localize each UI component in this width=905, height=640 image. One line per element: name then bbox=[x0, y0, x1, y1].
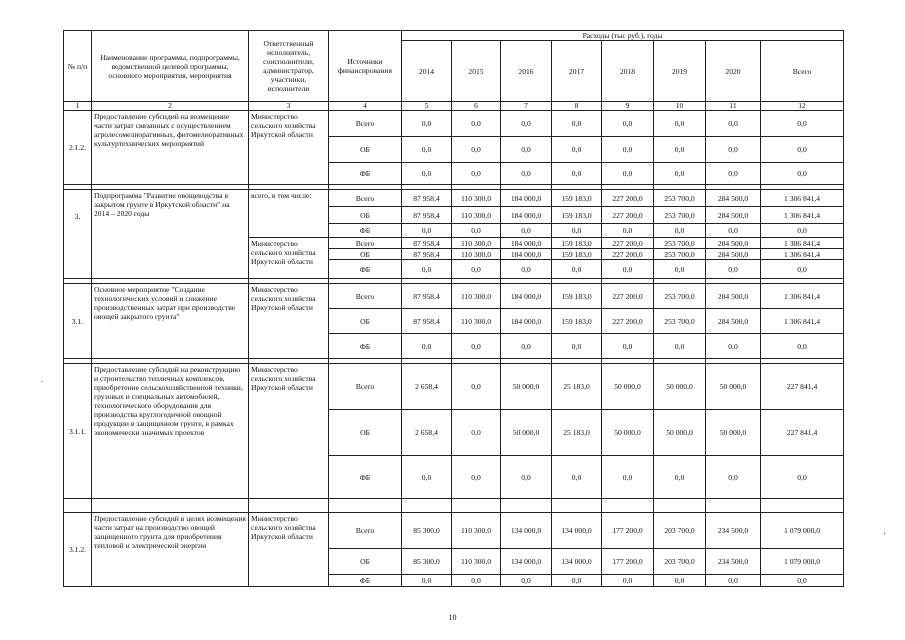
row-total: 1 306 841,4 bbox=[761, 238, 844, 249]
row-value: 85 300,0 bbox=[402, 513, 452, 549]
row-value: 0,0 bbox=[402, 575, 452, 587]
row-value: 0,0 bbox=[552, 224, 602, 238]
row-value: 159 183,0 bbox=[552, 238, 602, 249]
row-source: Всего bbox=[329, 364, 402, 410]
row-total: 1 306 841,4 bbox=[761, 309, 844, 334]
row-value: 0,0 bbox=[654, 111, 706, 137]
header-year: 2016 bbox=[501, 41, 552, 102]
row-number: 3. bbox=[64, 190, 92, 279]
row-value: 2 658,4 bbox=[402, 364, 452, 410]
row-value: 0,0 bbox=[654, 137, 706, 163]
row-value: 253 700,0 bbox=[654, 249, 706, 260]
row-value: 0,0 bbox=[706, 137, 761, 163]
row-value: 0,0 bbox=[654, 334, 706, 359]
row-value: 0,0 bbox=[402, 334, 452, 359]
row-value: 184 000,0 bbox=[501, 249, 552, 260]
row-total: 0,0 bbox=[761, 111, 844, 137]
row-value: 87 958,4 bbox=[402, 190, 452, 207]
row-value: 0,0 bbox=[654, 224, 706, 238]
row-source: Всего bbox=[329, 284, 402, 309]
column-index: 1 bbox=[64, 102, 92, 111]
row-value: 0,0 bbox=[552, 111, 602, 137]
row-number: 2.1.2. bbox=[64, 111, 92, 185]
row-responsible: Министерство сельского хозяйства Иркутской области bbox=[249, 364, 329, 499]
row-source: Всего bbox=[329, 111, 402, 137]
row-value: 87 958,4 bbox=[402, 284, 452, 309]
row-value: 177 200,0 bbox=[602, 549, 654, 575]
row-responsible: Министерство сельского хозяйства Иркутской области bbox=[249, 284, 329, 359]
row-value: 184 000,0 bbox=[501, 284, 552, 309]
row-value: 134 000,0 bbox=[501, 549, 552, 575]
column-index-row bbox=[64, 102, 844, 111]
row-value: 0,0 bbox=[501, 224, 552, 238]
row-value: 184 000,0 bbox=[501, 190, 552, 207]
row-number: 3.1.1. bbox=[64, 364, 92, 499]
scan-speck: ' bbox=[884, 531, 886, 540]
row-number: 3.1.2. bbox=[64, 513, 92, 587]
row-value: 87 958,4 bbox=[402, 309, 452, 334]
row-value: 110 300,0 bbox=[452, 207, 501, 224]
header-expenses: Расходы (тыс руб.), годы bbox=[402, 31, 844, 41]
table-row bbox=[64, 111, 844, 137]
row-responsible: Министерство сельского хозяйства Иркутской области bbox=[249, 513, 329, 587]
row-value: 253 700,0 bbox=[654, 207, 706, 224]
row-value: 87 958,4 bbox=[402, 207, 452, 224]
row-value: 0,0 bbox=[452, 364, 501, 410]
row-value: 50 000,0 bbox=[602, 410, 654, 456]
row-value: 253 700,0 bbox=[654, 309, 706, 334]
row-value: 159 183,0 bbox=[552, 284, 602, 309]
row-total: 1 306 841,4 bbox=[761, 249, 844, 260]
row-value: 0,0 bbox=[501, 334, 552, 359]
header-responsible: Ответственный исполнитель, соисполнители, администратор, участники, исполнители bbox=[249, 31, 329, 102]
row-value: 50 000,0 bbox=[654, 410, 706, 456]
row-total: 1 306 841,4 bbox=[761, 190, 844, 207]
row-value: 110 300,0 bbox=[452, 238, 501, 249]
row-value: 0,0 bbox=[654, 456, 706, 499]
row-value: 0,0 bbox=[452, 575, 501, 587]
row-value: 110 300,0 bbox=[452, 309, 501, 334]
budget-table-sheet bbox=[63, 30, 843, 587]
row-name: Основное мероприятие "Создание технологических условий и снижение производственных затрат при производстве овощей закрытого грунта" bbox=[92, 284, 249, 359]
column-index: 11 bbox=[706, 102, 761, 111]
row-source: ОБ bbox=[329, 249, 402, 260]
row-source: ФБ bbox=[329, 575, 402, 587]
row-source: ОБ bbox=[329, 137, 402, 163]
header-num: № п/п bbox=[64, 31, 92, 102]
row-value: 134 000,0 bbox=[552, 549, 602, 575]
row-value: 0,0 bbox=[602, 224, 654, 238]
row-value: 0,0 bbox=[402, 456, 452, 499]
row-responsible: всего, в том числе: bbox=[249, 190, 329, 238]
row-value: 0,0 bbox=[452, 260, 501, 279]
row-value: 87 958,4 bbox=[402, 238, 452, 249]
row-value: 253 700,0 bbox=[654, 190, 706, 207]
row-value: 50 000,0 bbox=[706, 410, 761, 456]
table-row bbox=[64, 364, 844, 410]
column-index: 5 bbox=[402, 102, 452, 111]
row-value: 0,0 bbox=[552, 260, 602, 279]
row-value: 227 200,0 bbox=[602, 238, 654, 249]
row-total: 1 079 000,0 bbox=[761, 513, 844, 549]
header-year: 2015 bbox=[452, 41, 501, 102]
row-source: ФБ bbox=[329, 456, 402, 499]
row-value: 0,0 bbox=[452, 137, 501, 163]
row-value: 0,0 bbox=[706, 224, 761, 238]
column-index: 2 bbox=[92, 102, 249, 111]
row-value: 0,0 bbox=[402, 111, 452, 137]
column-index: 6 bbox=[452, 102, 501, 111]
header-source: Источники финансирования bbox=[329, 31, 402, 102]
row-value: 50 000,0 bbox=[501, 410, 552, 456]
row-value: 0,0 bbox=[501, 260, 552, 279]
row-value: 203 700,0 bbox=[654, 549, 706, 575]
table-row bbox=[64, 513, 844, 549]
row-value: 0,0 bbox=[654, 163, 706, 185]
row-value: 0,0 bbox=[501, 575, 552, 587]
row-value: 227 200,0 bbox=[602, 284, 654, 309]
spacer-row bbox=[64, 499, 844, 513]
row-value: 0,0 bbox=[706, 334, 761, 359]
row-value: 0,0 bbox=[402, 260, 452, 279]
row-value: 50 000,0 bbox=[654, 364, 706, 410]
header-year: 2019 bbox=[654, 41, 706, 102]
row-value: 227 200,0 bbox=[602, 309, 654, 334]
row-value: 0,0 bbox=[452, 111, 501, 137]
row-total: 0,0 bbox=[761, 456, 844, 499]
row-source: ОБ bbox=[329, 410, 402, 456]
row-total: 0,0 bbox=[761, 334, 844, 359]
row-value: 284 500,0 bbox=[706, 309, 761, 334]
row-source: ФБ bbox=[329, 163, 402, 185]
row-source: ФБ bbox=[329, 260, 402, 279]
column-index: 8 bbox=[552, 102, 602, 111]
row-value: 0,0 bbox=[452, 410, 501, 456]
table-body bbox=[64, 102, 844, 587]
row-value: 2 658,4 bbox=[402, 410, 452, 456]
row-value: 25 183,0 bbox=[552, 364, 602, 410]
row-total: 0,0 bbox=[761, 163, 844, 185]
column-index: 12 bbox=[761, 102, 844, 111]
row-value: 0,0 bbox=[501, 137, 552, 163]
row-total: 0,0 bbox=[761, 224, 844, 238]
row-name: Предоставление субсидий на реконструкцию и строительство тепличных комплексов, приобретение сельскохозяйственной техники, грузовых и специальных автомобилей, технологического оборудования для производства круглогодичной овощной продукции в защищенном грунте, в рамках экономически значимых проектов bbox=[92, 364, 249, 499]
row-responsible: Министерство сельского хозяйства Иркутской области bbox=[249, 238, 329, 279]
row-value: 234 500,0 bbox=[706, 513, 761, 549]
row-value: 284 500,0 bbox=[706, 238, 761, 249]
row-value: 0,0 bbox=[706, 163, 761, 185]
row-value: 253 700,0 bbox=[654, 238, 706, 249]
header-year: 2018 bbox=[602, 41, 654, 102]
row-value: 177 200,0 bbox=[602, 513, 654, 549]
row-value: 0,0 bbox=[602, 456, 654, 499]
row-value: 253 700,0 bbox=[654, 284, 706, 309]
row-responsible: Министерство сельского хозяйства Иркутской области bbox=[249, 111, 329, 185]
row-value: 85 300,0 bbox=[402, 549, 452, 575]
row-total: 0,0 bbox=[761, 260, 844, 279]
row-value: 0,0 bbox=[501, 111, 552, 137]
row-value: 0,0 bbox=[602, 137, 654, 163]
row-value: 227 200,0 bbox=[602, 249, 654, 260]
row-value: 284 500,0 bbox=[706, 190, 761, 207]
row-value: 284 500,0 bbox=[706, 249, 761, 260]
row-value: 0,0 bbox=[602, 163, 654, 185]
row-total: 227 841,4 bbox=[761, 410, 844, 456]
row-value: 284 500,0 bbox=[706, 207, 761, 224]
row-total: 0,0 bbox=[761, 137, 844, 163]
row-value: 0,0 bbox=[552, 456, 602, 499]
row-value: 159 183,0 bbox=[552, 190, 602, 207]
row-value: 50 000,0 bbox=[706, 364, 761, 410]
row-value: 0,0 bbox=[602, 575, 654, 587]
row-value: 110 300,0 bbox=[452, 513, 501, 549]
row-value: 0,0 bbox=[706, 575, 761, 587]
row-value: 0,0 bbox=[452, 334, 501, 359]
row-value: 0,0 bbox=[402, 163, 452, 185]
column-index: 9 bbox=[602, 102, 654, 111]
row-total: 1 306 841,4 bbox=[761, 284, 844, 309]
row-value: 184 000,0 bbox=[501, 207, 552, 224]
column-index: 10 bbox=[654, 102, 706, 111]
page-number: 10 bbox=[448, 613, 457, 622]
row-value: 134 000,0 bbox=[501, 513, 552, 549]
row-value: 0,0 bbox=[501, 163, 552, 185]
row-value: 25 183,0 bbox=[552, 410, 602, 456]
header-year: 2017 bbox=[552, 41, 602, 102]
table-row bbox=[64, 284, 844, 309]
row-value: 0,0 bbox=[654, 260, 706, 279]
row-source: Всего bbox=[329, 238, 402, 249]
row-name: Предоставление субсидий на возмещение части затрат связанных с осуществлением агролесомелиоративных, фитомелиоративных культуртехнических мероприятий bbox=[92, 111, 249, 185]
row-value: 0,0 bbox=[654, 575, 706, 587]
row-value: 87 958,4 bbox=[402, 249, 452, 260]
row-source: ОБ bbox=[329, 309, 402, 334]
row-name: Предоставление субсидий в целях возмещения части затрат на производство овощей защищенного грунта для приобретения тепловой и электрической энергии bbox=[92, 513, 249, 587]
row-value: 227 200,0 bbox=[602, 207, 654, 224]
header-year: 2014 bbox=[402, 41, 452, 102]
header-name: Наименование программы, подпрограммы, ведомственной целевой программы, основного мероприятия, мероприятия bbox=[92, 31, 249, 102]
scan-speck: . bbox=[41, 375, 43, 384]
header-total: Всего bbox=[761, 41, 844, 102]
row-number: 3.1. bbox=[64, 284, 92, 359]
row-value: 110 300,0 bbox=[452, 549, 501, 575]
column-index: 4 bbox=[329, 102, 402, 111]
row-value: 234 500,0 bbox=[706, 549, 761, 575]
row-value: 50 000,0 bbox=[602, 364, 654, 410]
row-value: 110 300,0 bbox=[452, 190, 501, 207]
column-index: 7 bbox=[501, 102, 552, 111]
row-name: Подпрограмма "Развитие овощеводства в закрытом грунте в Иркутской области" на 2014 – 2020 годы bbox=[92, 190, 249, 279]
row-value: 0,0 bbox=[452, 224, 501, 238]
row-value: 0,0 bbox=[552, 163, 602, 185]
row-value: 159 183,0 bbox=[552, 207, 602, 224]
row-value: 0,0 bbox=[706, 456, 761, 499]
row-value: 0,0 bbox=[706, 111, 761, 137]
row-total: 227 841,4 bbox=[761, 364, 844, 410]
row-source: ФБ bbox=[329, 334, 402, 359]
row-value: 0,0 bbox=[552, 575, 602, 587]
row-source: ФБ bbox=[329, 224, 402, 238]
row-value: 0,0 bbox=[402, 137, 452, 163]
row-total: 1 306 841,4 bbox=[761, 207, 844, 224]
row-value: 110 300,0 bbox=[452, 249, 501, 260]
row-value: 134 000,0 bbox=[552, 513, 602, 549]
row-source: ОБ bbox=[329, 207, 402, 224]
row-value: 0,0 bbox=[552, 137, 602, 163]
row-value: 110 300,0 bbox=[452, 284, 501, 309]
column-index: 3 bbox=[249, 102, 329, 111]
row-value: 0,0 bbox=[452, 456, 501, 499]
row-value: 227 200,0 bbox=[602, 190, 654, 207]
row-value: 50 000,0 bbox=[501, 364, 552, 410]
row-value: 184 000,0 bbox=[501, 238, 552, 249]
row-value: 184 000,0 bbox=[501, 309, 552, 334]
row-total: 1 079 000,0 bbox=[761, 549, 844, 575]
row-value: 159 183,0 bbox=[552, 309, 602, 334]
row-source: ОБ bbox=[329, 549, 402, 575]
header-year: 2020 bbox=[706, 41, 761, 102]
row-value: 284 500,0 bbox=[706, 284, 761, 309]
budget-table bbox=[63, 30, 844, 587]
row-source: Всего bbox=[329, 190, 402, 207]
row-value: 0,0 bbox=[602, 111, 654, 137]
row-total: 0,0 bbox=[761, 575, 844, 587]
row-value: 0,0 bbox=[602, 334, 654, 359]
row-value: 0,0 bbox=[501, 456, 552, 499]
row-value: 159 183,0 bbox=[552, 249, 602, 260]
row-value: 203 700,0 bbox=[654, 513, 706, 549]
table-row bbox=[64, 190, 844, 207]
row-value: 0,0 bbox=[402, 224, 452, 238]
row-value: 0,0 bbox=[706, 260, 761, 279]
row-value: 0,0 bbox=[452, 163, 501, 185]
row-source: Всего bbox=[329, 513, 402, 549]
row-value: 0,0 bbox=[552, 334, 602, 359]
row-value: 0,0 bbox=[602, 260, 654, 279]
